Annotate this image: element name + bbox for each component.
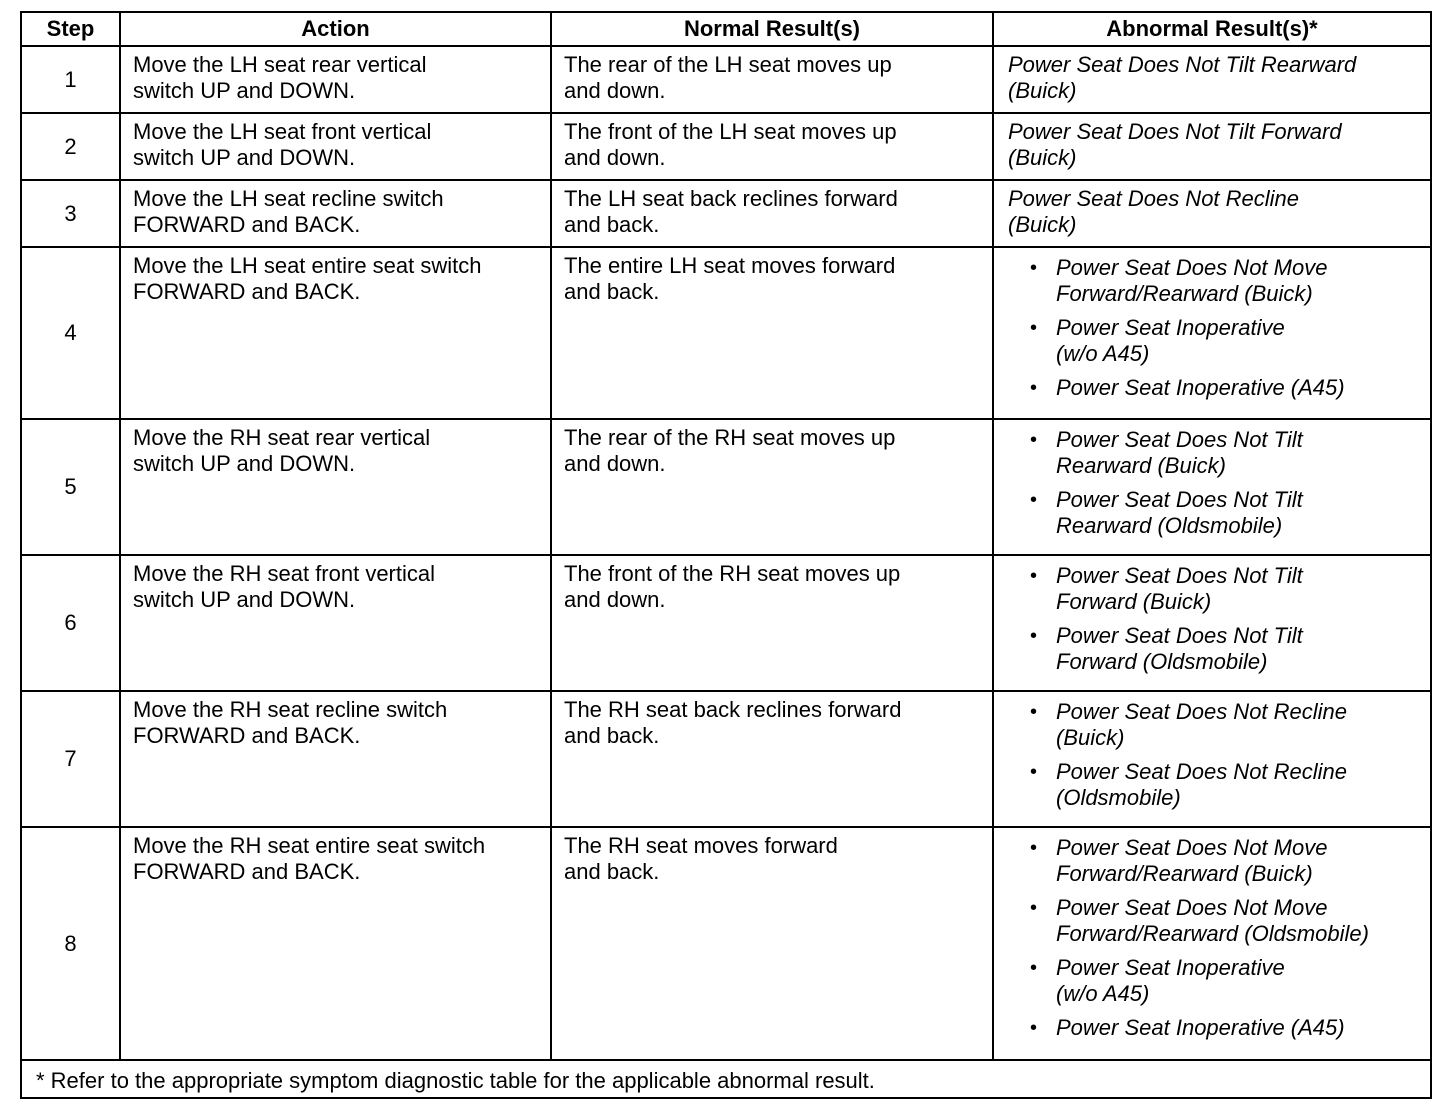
abnormal-result-item: • Power Seat Does Not Tilt Rearward (Oldsmobile) — [1030, 487, 1422, 539]
abnormal-result-item: • Power Seat Does Not Move Forward/Rearward (Oldsmobile) — [1030, 895, 1422, 947]
step-number: 8 — [21, 827, 120, 1060]
normal-result-text: The entire LH seat moves forward and back. — [551, 247, 993, 419]
normal-result-text: The rear of the LH seat moves up and down. — [551, 46, 993, 113]
table-row — [21, 247, 1431, 419]
action-text: Move the LH seat front vertical switch UP and DOWN. — [120, 113, 551, 180]
step-number: 7 — [21, 691, 120, 827]
step-number: 1 — [21, 46, 120, 113]
abnormal-result-item: • Power Seat Inoperative (w/o A45) — [1030, 315, 1422, 367]
normal-result-text: The front of the LH seat moves up and down. — [551, 113, 993, 180]
abnormal-result-item: • Power Seat Does Not Tilt Forward (Buick) — [1030, 563, 1422, 615]
abnormal-result-list-cell — [993, 555, 1431, 691]
abnormal-result-item: • Power Seat Does Not Move Forward/Rearward (Buick) — [1030, 835, 1422, 887]
action-text: Move the LH seat rear vertical switch UP and DOWN. — [120, 46, 551, 113]
abnormal-result-list-cell — [993, 247, 1431, 419]
abnormal-result-item: • Power Seat Does Not Tilt Forward (Oldsmobile) — [1030, 623, 1422, 675]
step-number: 5 — [21, 419, 120, 555]
table-row — [21, 419, 1431, 555]
step-number: 6 — [21, 555, 120, 691]
action-text: Move the RH seat rear vertical switch UP and DOWN. — [120, 419, 551, 555]
abnormal-result-list-cell — [993, 691, 1431, 827]
abnormal-result-item: • Power Seat Inoperative (w/o A45) — [1030, 955, 1422, 1007]
abnormal-result-text: Power Seat Does Not Tilt Forward (Buick) — [993, 113, 1431, 180]
step-number: 4 — [21, 247, 120, 419]
abnormal-result-item: • Power Seat Does Not Recline (Buick) — [1030, 699, 1422, 751]
table-row — [21, 691, 1431, 827]
abnormal-result-list — [1030, 835, 1422, 1041]
header-row — [21, 12, 1431, 46]
abnormal-result-list — [1030, 563, 1422, 675]
normal-result-text: The LH seat back reclines forward and back. — [551, 180, 993, 247]
abnormal-result-text: Power Seat Does Not Recline (Buick) — [993, 180, 1431, 247]
header-step: Step — [21, 12, 120, 46]
abnormal-result-item: • Power Seat Inoperative (A45) — [1030, 375, 1422, 401]
table-row — [21, 827, 1431, 1060]
action-text: Move the RH seat entire seat switch FORWARD and BACK. — [120, 827, 551, 1060]
abnormal-result-list — [1030, 699, 1422, 811]
abnormal-result-list — [1030, 427, 1422, 539]
abnormal-result-item: • Power Seat Does Not Recline (Oldsmobile) — [1030, 759, 1422, 811]
abnormal-result-list-cell — [993, 827, 1431, 1060]
footnote: * Refer to the appropriate symptom diagnostic table for the applicable abnormal result. — [21, 1060, 1431, 1098]
abnormal-result-item: • Power Seat Does Not Move Forward/Rearward (Buick) — [1030, 255, 1422, 307]
normal-result-text: The front of the RH seat moves up and down. — [551, 555, 993, 691]
normal-result-text: The RH seat back reclines forward and back. — [551, 691, 993, 827]
header-normal-results: Normal Result(s) — [551, 12, 993, 46]
header-abnormal-results: Abnormal Result(s)* — [993, 12, 1431, 46]
action-text: Move the LH seat recline switch FORWARD and BACK. — [120, 180, 551, 247]
diagnostic-table — [20, 11, 1432, 1099]
step-number: 2 — [21, 113, 120, 180]
abnormal-result-list-cell — [993, 419, 1431, 555]
step-number: 3 — [21, 180, 120, 247]
table-row — [21, 46, 1431, 113]
action-text: Move the LH seat entire seat switch FORWARD and BACK. — [120, 247, 551, 419]
abnormal-result-item: • Power Seat Inoperative (A45) — [1030, 1015, 1422, 1041]
action-text: Move the RH seat front vertical switch UP and DOWN. — [120, 555, 551, 691]
abnormal-result-item: • Power Seat Does Not Tilt Rearward (Buick) — [1030, 427, 1422, 479]
header-action: Action — [120, 12, 551, 46]
table-row — [21, 180, 1431, 247]
abnormal-result-list — [1030, 255, 1422, 401]
table-row — [21, 555, 1431, 691]
normal-result-text: The RH seat moves forward and back. — [551, 827, 993, 1060]
abnormal-result-text: Power Seat Does Not Tilt Rearward (Buick) — [993, 46, 1431, 113]
footnote-row — [21, 1060, 1431, 1098]
action-text: Move the RH seat recline switch FORWARD and BACK. — [120, 691, 551, 827]
table-row — [21, 113, 1431, 180]
normal-result-text: The rear of the RH seat moves up and down. — [551, 419, 993, 555]
